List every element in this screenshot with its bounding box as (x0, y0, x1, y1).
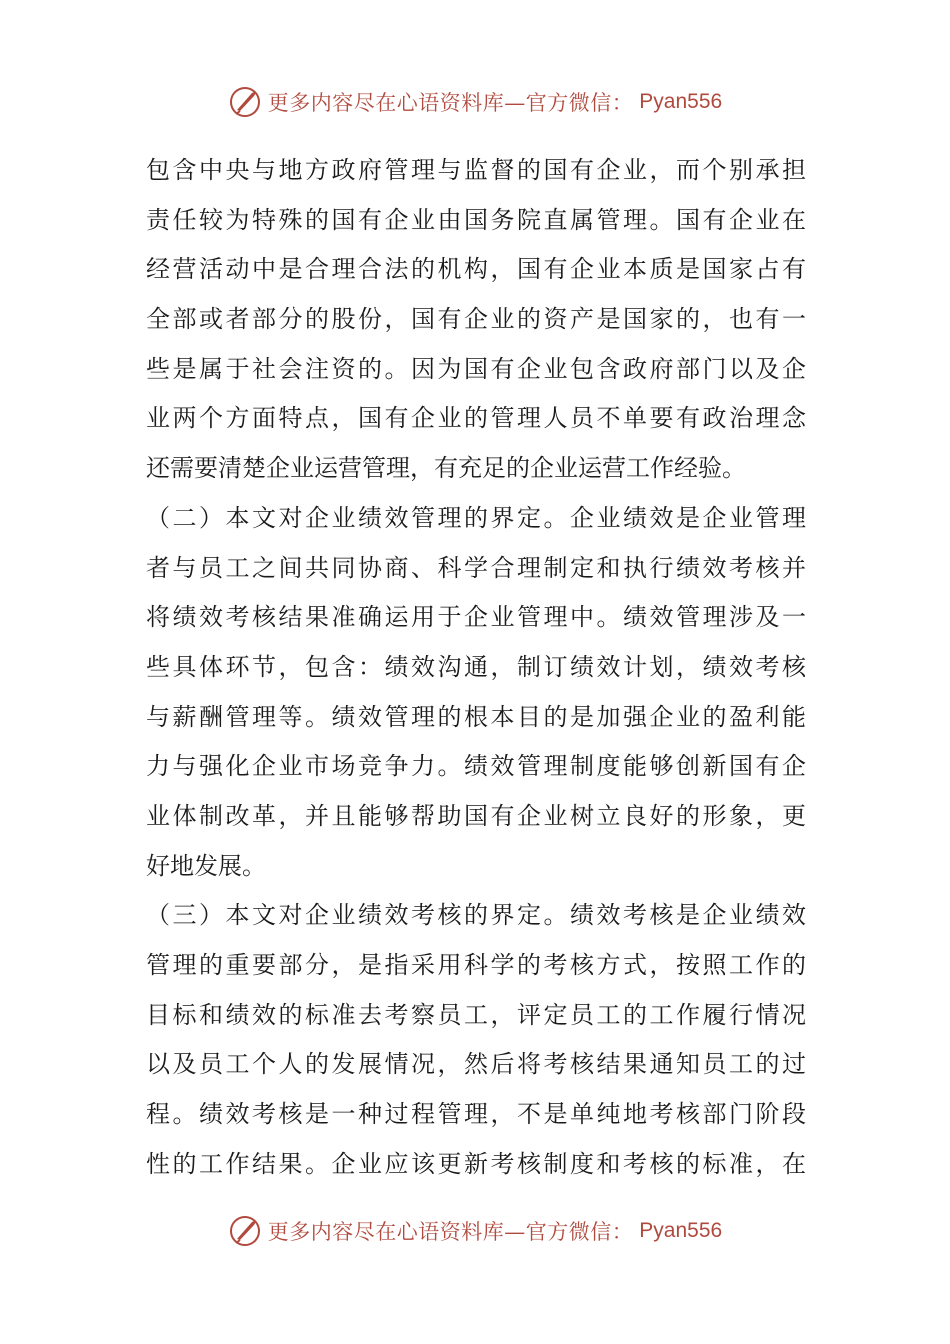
text-line: 责任较为特殊的国有企业由国务院直属管理。国有企业在 (146, 205, 806, 234)
footer-banner (0, 1211, 950, 1251)
text-line: 目标和绩效的标准去考察员工，评定员工的工作履行情况 (146, 1000, 806, 1029)
text-line: （三）本文对企业绩效考核的界定。绩效考核是企业绩效 (146, 901, 806, 930)
quill-logo-icon (228, 85, 262, 119)
footer-banner-text: 更多内容尽在心语资料库—官方微信： (267, 1220, 634, 1244)
text-line: 经营活动中是合理合法的机构，国有企业本质是国家占有 (146, 255, 806, 284)
text-line: 还需要清楚企业运营管理，有充足的企业运营工作经验。 (146, 454, 746, 483)
header-wechat-id: Pyan556 (639, 90, 723, 113)
text-line: 管理的重要部分，是指采用科学的考核方式，按照工作的 (146, 951, 806, 979)
text-line: 些具体环节，包含：绩效沟通，制订绩效计划，绩效考核 (146, 652, 806, 681)
text-line: 者与员工之间共同协商、科学合理制定和执行绩效考核并 (146, 553, 806, 582)
text-line: 业体制改革，并且能够帮助国有企业树立良好的形象，更 (146, 801, 806, 830)
text-line: 些是属于社会注资的。因为国有企业包含政府部门以及企 (146, 354, 806, 383)
header-banner (0, 82, 950, 122)
text-line: 力与强化企业市场竞争力。绩效管理制度能够创新国有企 (146, 752, 806, 781)
text-line: 程。绩效考核是一种过程管理，不是单纯地考核部门阶段 (146, 1100, 806, 1129)
text-line: 与薪酬管理等。绩效管理的根本目的是加强企业的盈利能 (146, 702, 806, 731)
header-banner-text: 更多内容尽在心语资料库—官方微信： (267, 91, 634, 115)
text-line: 将绩效考核结果准确运用于企业管理中。绩效管理涉及一 (146, 603, 806, 632)
text-line: 好地发展。 (146, 851, 266, 880)
text-line: 性的工作结果。企业应该更新考核制度和考核的标准，在 (146, 1149, 806, 1178)
text-line: 全部或者部分的股份，国有企业的资产是国家的，也有一 (146, 305, 806, 334)
text-line: 业两个方面特点，国有企业的管理人员不单要有政治理念 (146, 404, 806, 433)
quill-logo-icon (228, 1214, 262, 1248)
text-line: 包含中央与地方政府管理与监督的国有企业，而个别承担 (146, 156, 806, 184)
text-line: （二）本文对企业绩效管理的界定。企业绩效是企业管理 (146, 503, 806, 532)
footer-wechat-id: Pyan556 (639, 1219, 723, 1242)
document-body (146, 146, 806, 1189)
text-line: 以及员工个人的发展情况，然后将考核结果通知员工的过 (146, 1050, 806, 1079)
